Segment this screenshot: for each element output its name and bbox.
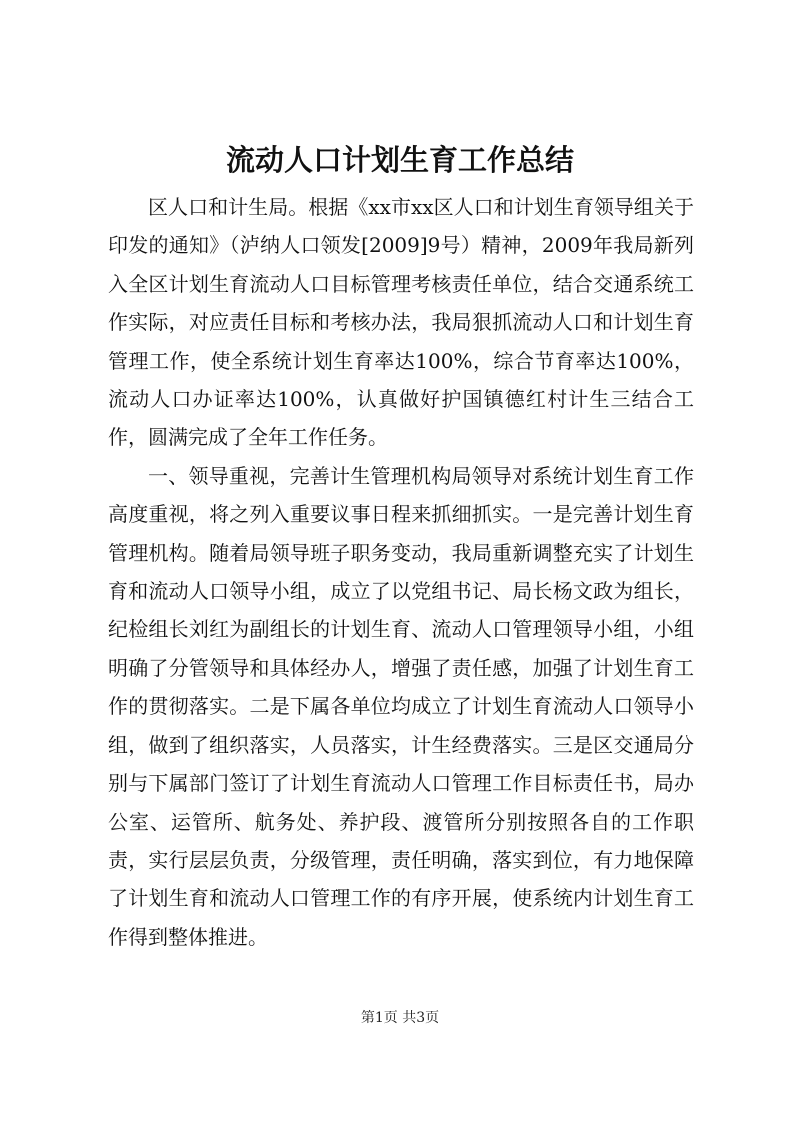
page-number-footer: 第1页 共3页: [360, 1010, 440, 1026]
document-body: [108, 188, 694, 956]
paragraph-intro: 区人口和计生局。根据《xx市xx区人口和计划生育领导组关于印发的通知》（泸纳人口领发[2009]9号）精神，2009年我局新列入全区计划生育流动人口目标管理考核责任单位，结合交通系统工作实际，对应责任目标和考核办法，我局狠抓流动人口和计划生育管理工作，使全系统计划生育率达100%，综合节育率达100%，流动人口办证率达100%，认真做好护国镇德红村计生三结合工作，圆满完成了全年工作任务。: [108, 195, 694, 450]
document-title: 流动人口计划生育工作总结: [225, 143, 574, 177]
paragraph-section-one: 一、领导重视，完善计生管理机构局领导对系统计划生育工作高度重视，将之列入重要议事日程来抓细抓实。一是完善计划生育管理机构。随着局领导班子职务变动，我局重新调整充实了计划生育和流动人口领导小组，成立了以党组书记、局长杨文政为组长，纪检组长刘红为副组长的计划生育、流动人口管理领导小组，小组明确了分管领导和具体经办人，增强了责任感，加强了计划生育工作的贯彻落实。二是下属各单位均成立了计划生育流动人口领导小组，做到了组织落实，人员落实，计生经费落实。三是区交通局分别与下属部门签订了计划生育流动人口管理工作目标责任书，局办公室、运管所、航务处、养护段、渡管所分别按照各自的工作职责，实行层层负责，分级管理，责任明确，落实到位，有力地保障了计划生育和流动人口管理工作的有序开展，使系统内计划生育工作得到整体推进。: [108, 463, 694, 949]
